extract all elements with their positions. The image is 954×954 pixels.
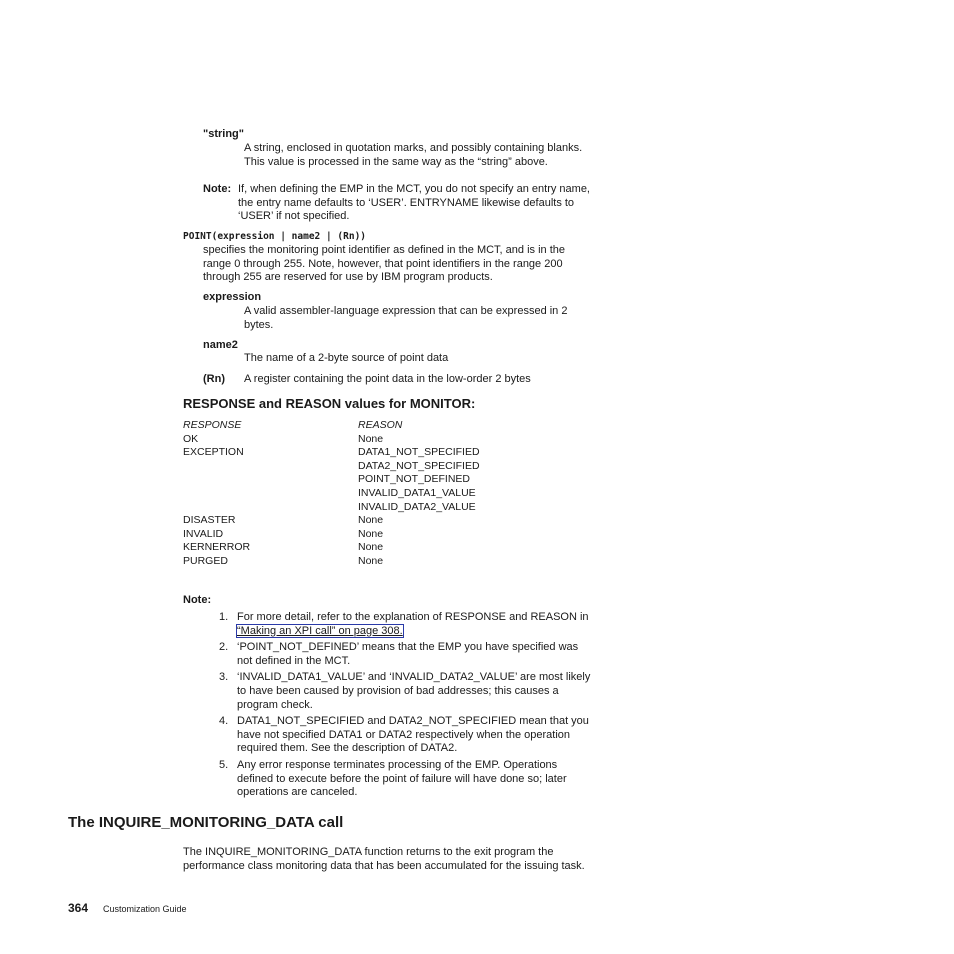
note-line: DATA1_NOT_SPECIFIED and DATA2_NOT_SPECIFIED mean that you	[237, 715, 589, 728]
table-row	[183, 555, 480, 569]
table-header-row	[183, 419, 480, 433]
reason-cell: None	[358, 541, 384, 554]
note-number: 2.	[219, 641, 229, 654]
note-line: operations are canceled.	[237, 786, 358, 799]
note-line: ‘USER’ if not specified.	[238, 210, 350, 223]
point-syntax: POINT(expression | name2 | (Rn))	[183, 231, 367, 242]
note-line: required them. See the description of DATA2.	[237, 742, 458, 755]
note-line: program check.	[237, 698, 313, 711]
reason-cell: INVALID_DATA2_VALUE	[358, 500, 476, 513]
string-term: "string"	[203, 128, 244, 140]
point-desc-line: specifies the monitoring point identifier as defined in the MCT, and is in the	[203, 244, 565, 256]
response-cell	[183, 487, 358, 501]
string-desc-line: This value is processed in the same way as the “string” above.	[244, 155, 548, 168]
note-line: not defined in the MCT.	[237, 654, 351, 667]
book-title: Customization Guide	[103, 904, 187, 914]
rn-description: A register containing the point data in the low-order 2 bytes	[244, 373, 531, 385]
string-desc-line: A string, enclosed in quotation marks, and possibly containing blanks.	[244, 142, 583, 154]
table-row	[183, 514, 480, 528]
expression-desc-line: bytes.	[244, 318, 274, 331]
note-line: Any error response terminates processing of the EMP. Operations	[237, 758, 558, 771]
response-cell: INVALID	[183, 527, 224, 540]
reason-cell: None	[358, 527, 384, 540]
notes-list	[219, 611, 617, 803]
reason-cell: DATA1_NOT_SPECIFIED	[358, 446, 480, 459]
note-line: the entry name defaults to ‘USER’. ENTRYNAME likewise defaults to	[238, 196, 575, 209]
table-row	[183, 460, 480, 474]
response-reason-table	[183, 419, 480, 569]
list-item	[219, 611, 617, 638]
note-line: defined to execute before the point of failure will have done so; later	[237, 772, 567, 785]
notes-label: Note:	[183, 594, 212, 606]
reason-cell: INVALID_DATA1_VALUE	[358, 486, 476, 499]
inquire-line: The INQUIRE_MONITORING_DATA function returns to the exit program the	[183, 846, 554, 858]
inquire-line: performance class monitoring data that has been accumulated for the issuing task.	[183, 859, 585, 872]
response-cell	[183, 501, 358, 515]
table-row	[183, 528, 480, 542]
table-row	[183, 433, 480, 447]
response-cell: OK	[183, 432, 199, 445]
expression-term: expression	[203, 291, 262, 303]
note-line: ‘INVALID_DATA1_VALUE’ and ‘INVALID_DATA2_VALUE’ are most likely	[237, 671, 591, 684]
table-row	[183, 501, 480, 515]
note-number: 1.	[219, 611, 229, 623]
name2-description: The name of a 2-byte source of point data	[244, 352, 449, 364]
response-cell: KERNERROR	[183, 541, 251, 554]
point-desc-line: through 255 are reserved for use by IBM program products.	[203, 271, 493, 284]
table-row	[183, 446, 480, 460]
reason-cell: DATA2_NOT_SPECIFIED	[358, 459, 480, 472]
response-cell	[183, 473, 358, 487]
list-item	[219, 715, 617, 756]
table-row	[183, 541, 480, 555]
reason-cell: POINT_NOT_DEFINED	[358, 473, 471, 486]
name2-term: name2	[203, 339, 238, 351]
reason-cell: None	[358, 554, 384, 567]
rn-term: (Rn)	[203, 373, 225, 385]
note-number: 3.	[219, 671, 229, 684]
note-line: ‘POINT_NOT_DEFINED’ means that the EMP you have specified was	[237, 641, 579, 654]
list-item	[219, 641, 617, 668]
page-number: 364	[68, 901, 89, 915]
table-row	[183, 473, 480, 487]
reason-cell: None	[358, 514, 384, 527]
col-response-header: RESPONSE	[183, 419, 242, 431]
response-cell: DISASTER	[183, 514, 236, 527]
point-description	[203, 244, 565, 285]
section-heading: The INQUIRE_MONITORING_DATA call	[68, 814, 344, 831]
note-line: to have been caused by provision of bad addresses; this causes a	[237, 684, 559, 697]
response-cell: PURGED	[183, 554, 228, 567]
expression-desc-line: A valid assembler-language expression that can be expressed in 2	[244, 305, 568, 317]
note-label: Note:	[203, 183, 232, 195]
note-number: 4.	[219, 715, 229, 728]
note-line: If, when defining the EMP in the MCT, you do not specify an entry name,	[238, 183, 590, 195]
response-cell	[183, 460, 358, 474]
col-reason-header: REASON	[358, 419, 403, 431]
note-line: have not specified DATA1 or DATA2 respectively when the operation	[237, 728, 571, 741]
table-row	[183, 487, 480, 501]
note-line: For more detail, refer to the explanation of RESPONSE and REASON in	[237, 611, 589, 623]
inquire-description	[183, 846, 585, 873]
note-number: 5.	[219, 758, 229, 771]
reason-cell: None	[358, 432, 384, 445]
expression-description	[244, 305, 567, 332]
list-item	[219, 671, 617, 712]
response-cell: EXCEPTION	[183, 446, 244, 459]
response-reason-heading: RESPONSE and REASON values for MONITOR:	[183, 396, 476, 411]
list-item	[219, 758, 617, 800]
xpi-call-link[interactable]: “Making an XPI call” on page 308.	[237, 624, 403, 637]
note-text	[238, 183, 590, 224]
string-description	[244, 142, 582, 169]
point-desc-line: range 0 through 255. Note, however, that point identifiers in the range 200	[203, 257, 563, 270]
